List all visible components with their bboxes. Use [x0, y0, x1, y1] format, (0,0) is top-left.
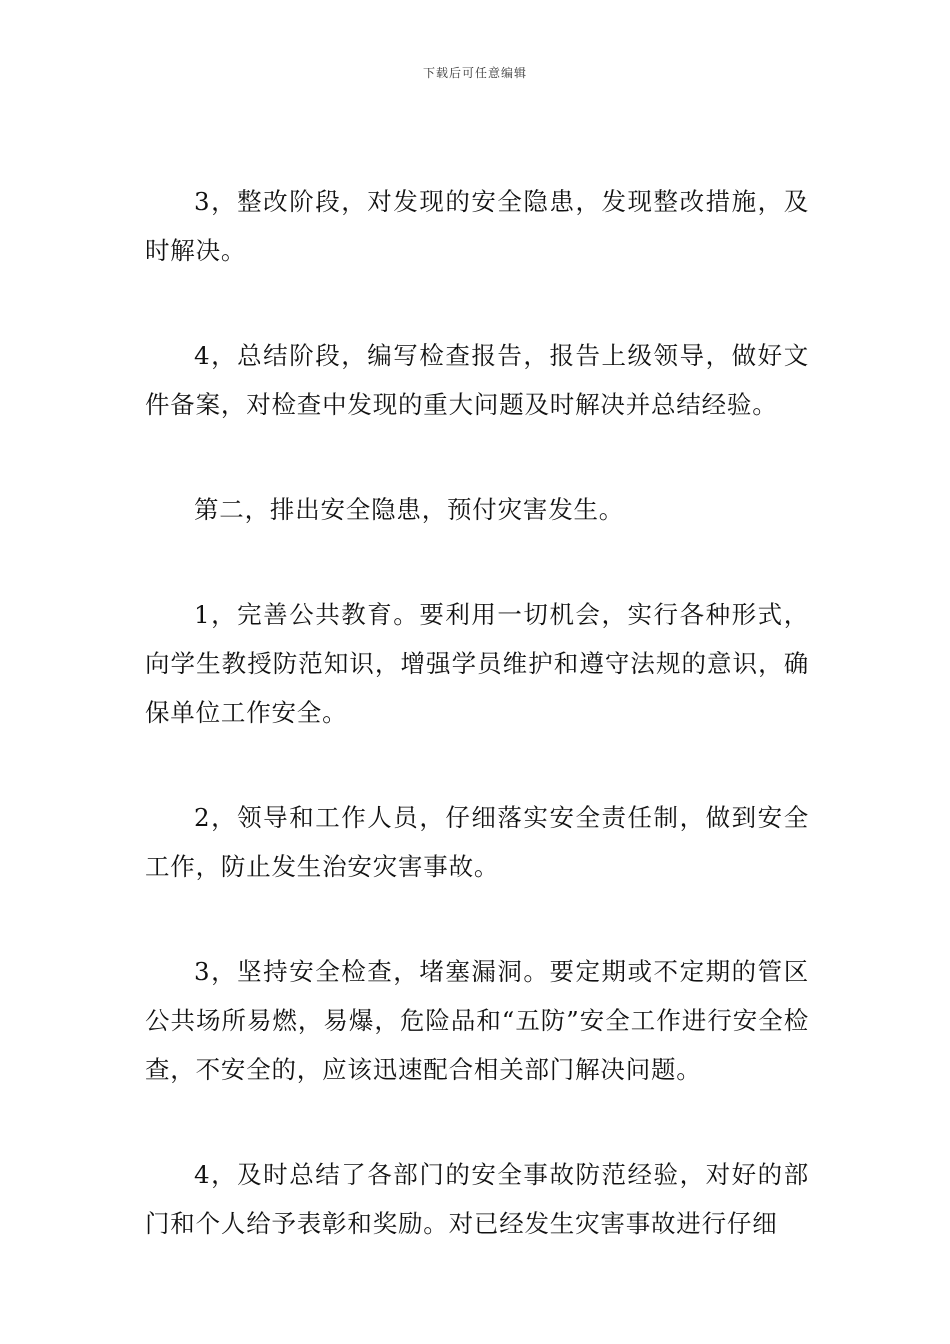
paragraph: 4，总结阶段，编写检查报告，报告上级领导，做好文件备案，对检查中发现的重大问题及时解决并总结经验。: [145, 341, 809, 419]
paragraph: 2，领导和工作人员，仔细落实安全责任制，做到安全工作，防止发生治安灾害事故。: [145, 803, 809, 881]
paragraph: 1，完善公共教育。要利用一切机会，实行各种形式，向学生教授防范知识，增强学员维护和遵守法规的意识，确保单位工作安全。: [145, 600, 809, 727]
page-header: 下载后可任意编辑: [422, 66, 527, 80]
paragraph: 第二，排出安全隐患，预付灾害发生。: [194, 495, 625, 524]
paragraph: 3，整改阶段，对发现的安全隐患，发现整改措施，及时解决。: [145, 187, 809, 265]
paragraph: 4，及时总结了各部门的安全事故防范经验，对好的部门和个人给予表彰和奖励。对已经发生灾害事故进行仔细: [145, 1160, 809, 1238]
document-body: [145, 177, 809, 1304]
paragraph: 3，坚持安全检查，堵塞漏洞。要定期或不定期的管区公共场所易燃，易爆，危险品和“五防”安全工作进行安全检查，不安全的，应该迅速配合相关部门解决问题。: [145, 957, 809, 1084]
